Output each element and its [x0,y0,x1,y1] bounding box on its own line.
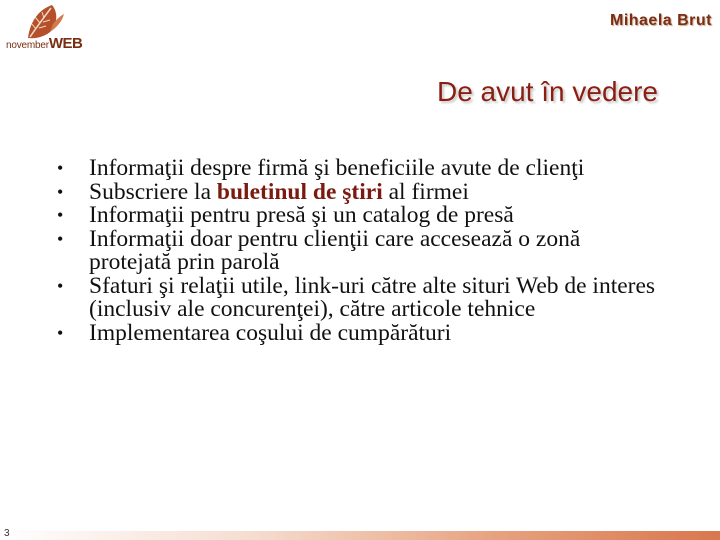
footer-gradient-bar [0,531,720,540]
bullet-dot-icon: • [57,158,64,178]
logo-text-small: november [6,40,49,51]
bullet-item [56,178,666,205]
slide-title: De avut în vedere [436,76,658,107]
bullet-text: Informaţii doar pentru clienţii care accesează o zonă protejată prin parolă [89,225,581,275]
bullet-item [56,319,666,346]
bullet-list [56,157,666,345]
november-web-logo [4,2,104,58]
bullet-text: Implementarea coşului de cumpărături [89,319,452,346]
bullet-dot-icon: • [57,205,64,225]
bullet-dot-icon: • [57,181,64,202]
logo-text-big: WEB [48,35,83,52]
bullet-item [56,272,666,322]
bullet-dot-icon: • [57,228,64,249]
bullet-text: Informaţii despre firmă şi beneficiile avute de clienţi [89,155,585,181]
bullet-dot-icon: • [57,322,64,343]
newsletter-link[interactable]: buletinul de ştiri [216,178,383,205]
bullet-text: Sfaturi şi relaţii utile, link-uri către alte situri Web de interes (inclusiv ale concurenţei), către articole tehnice [89,272,656,322]
page-number: 3 [4,528,10,539]
bullet-item [56,157,666,181]
logo-wordmark [6,35,82,53]
bullet-text: Informaţii pentru presă şi un catalog de presă [89,202,514,228]
author-name: Mihaela Brut [609,12,712,29]
bullet-text-post: al firmei [382,178,469,205]
bullet-dot-icon: • [57,275,64,296]
bullet-item [56,204,666,228]
bullet-item [56,225,666,275]
bullet-text-pre: Subscriere la [89,178,217,205]
